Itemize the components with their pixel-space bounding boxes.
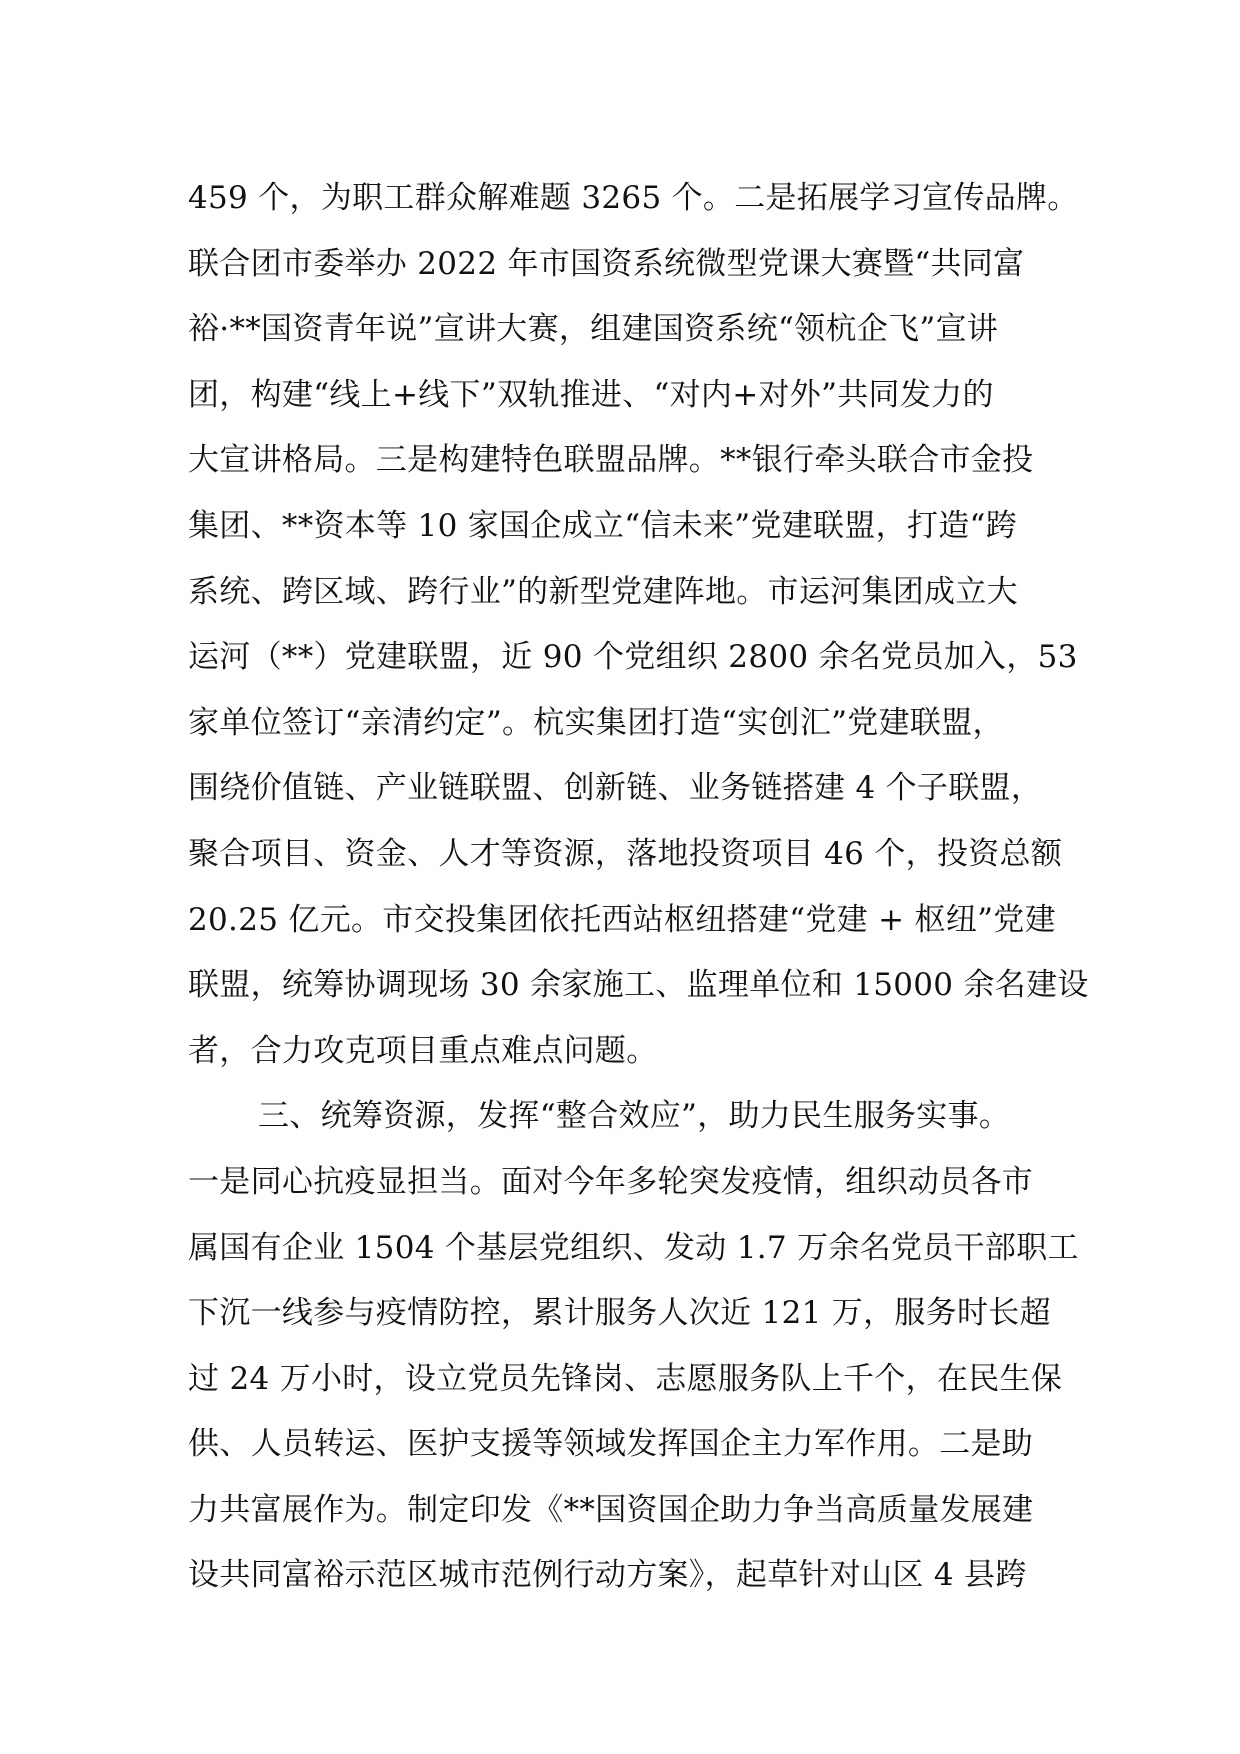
text-line: 者，合力攻克项目重点难点问题。: [188, 1032, 658, 1069]
section-heading-line: 三、统筹资源，发挥“整合效应”，助力民生服务实事。: [258, 1098, 1011, 1135]
text-line: 过 24 万小时，设立党员先锋岗、志愿服务队上千个，在民生保: [188, 1360, 1063, 1397]
text-line: 设共同富裕示范区城市范例行动方案》，起草针对山区 4 县跨: [188, 1557, 1027, 1594]
text-line: 力共富展作为。制定印发《**国资国企助力争当高质量发展建: [188, 1491, 1034, 1528]
text-line: 聚合项目、资金、人才等资源，落地投资项目 46 个，投资总额: [188, 835, 1063, 872]
text-line: 围绕价值链、产业链联盟、创新链、业务链搭建 4 个子联盟，: [188, 770, 1043, 807]
text-line: 属国有企业 1504 个基层党组织、发动 1.7 万余名党员干部职工: [188, 1229, 1079, 1266]
text-line: 大宣讲格局。三是构建特色联盟品牌。**银行牵头联合市金投: [188, 442, 1034, 479]
text-line: 集团、**资本等 10 家国企成立“信未来”党建联盟，打造“跨: [188, 507, 1017, 544]
text-line: 联盟，统筹协调现场 30 余家施工、监理单位和 15000 余名建设: [188, 967, 1089, 1004]
text-line: 459 个，为职工群众解难题 3265 个。二是拓展学习宣传品牌。: [188, 180, 1079, 216]
text-line: 裕·**国资青年说”宣讲大赛，组建国资系统“领杭企飞”宣讲: [188, 311, 999, 348]
text-line: 20.25 亿元。市交投集团依托西站枢纽搭建“党建 + 枢纽”党建: [188, 901, 1056, 938]
text-line: 供、人员转运、医护支援等领域发挥国企主力军作用。二是助: [188, 1426, 1034, 1463]
text-line: 联合团市委举办 2022 年市国资系统微型党课大赛暨“共同富: [188, 245, 1025, 282]
body-text: [188, 166, 1089, 1609]
text-line: 家单位签订“亲清约定”。杭实集团打造“实创汇”党建联盟，: [188, 704, 1004, 741]
text-line: 运河（**）党建联盟，近 90 个党组织 2800 余名党员加入，53: [188, 639, 1078, 676]
text-line: 一是同心抗疫显担当。面对今年多轮突发疫情，组织动员各市: [188, 1163, 1034, 1200]
text-line: 团，构建“线上+线下”双轨推进、“对内+对外”共同发力的: [188, 376, 994, 413]
text-line: 系统、跨区域、跨行业”的新型党建阵地。市运河集团成立大: [188, 573, 1018, 610]
text-line: 下沉一线参与疫情防控，累计服务人次近 121 万，服务时长超: [188, 1295, 1051, 1332]
